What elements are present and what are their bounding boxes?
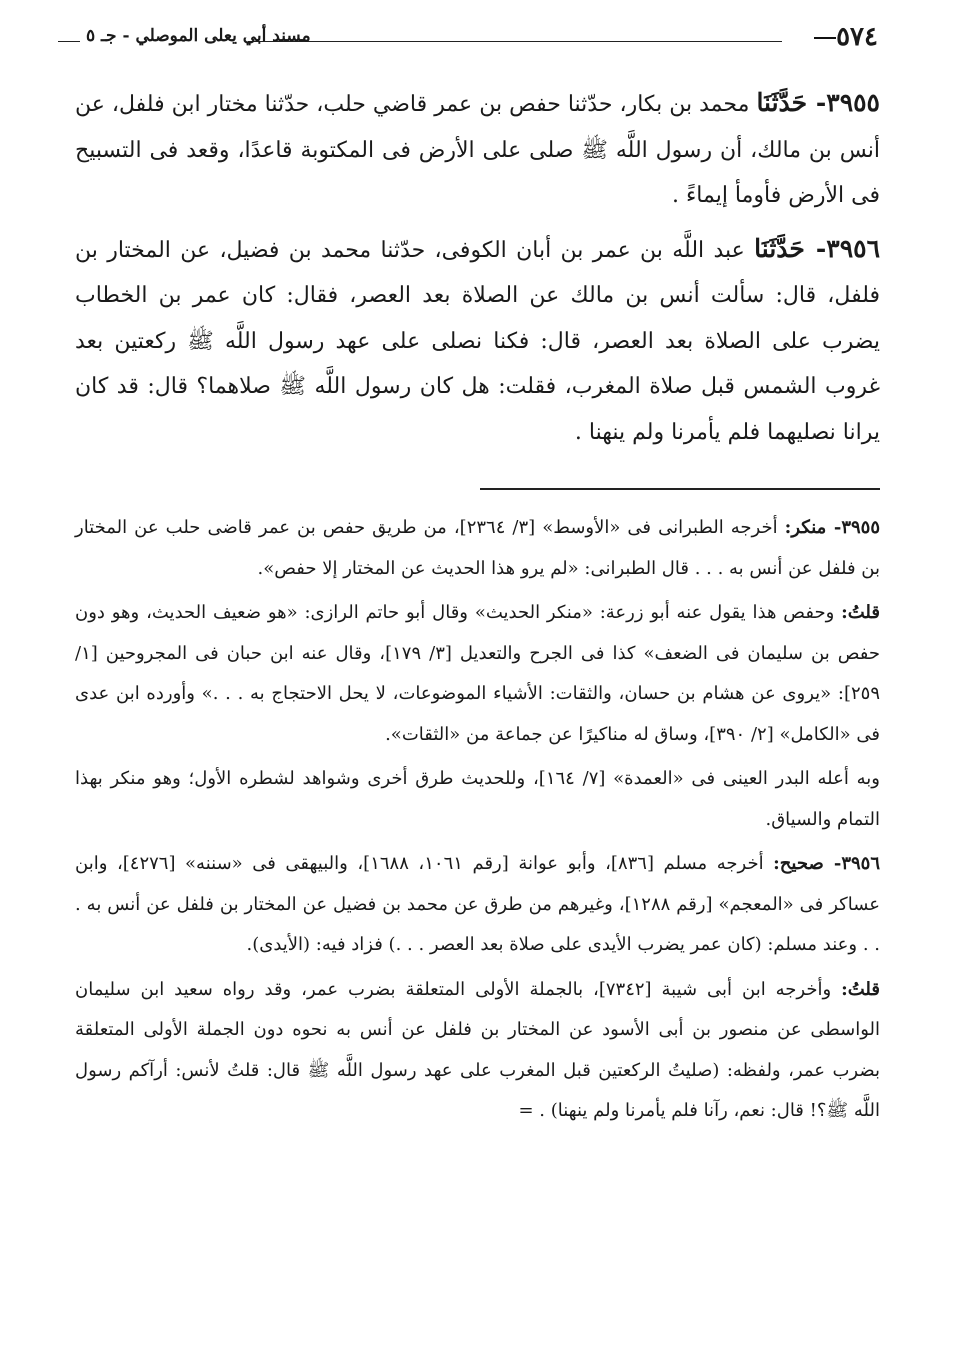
header-dash	[58, 41, 80, 42]
running-title: مسند أبي يعلى الموصلي - جـ ٥	[86, 26, 311, 46]
page-header	[58, 22, 878, 62]
hadith-number: ٣٩٥٦	[826, 233, 880, 263]
hadith-3956: ٣٩٥٦- حَدَّثَنَا عبد اللَّه بن عمر بن أبان الكوفى، حدّثنا محمد بن فضيل، عن المختار بن فلفل، قال: سألت أنس بن مالك عن الصلاة بعد العصر، فقال: كان عمر بن الخطاب يضرب على الصلاة بعد العصر، قال: فكنا نصلى على عهد رسول اللَّه ﷺ ركعتين بعد غروب الشمس قبل صلاة المغرب، فقلت: هل كان رسول اللَّه ﷺ صلاهما؟ قال: قد كان يرانا نصليهما فلم يأمرنا ولم ينهنا .	[75, 233, 880, 445]
hadith-text: محمد بن بكار، حدّثنا حفص بن عمر قاضي حلب، حدّثنا مختار ابن فلفل، عن أنس بن مالك، أن رسول اللَّه ﷺ صلى على الأرض فى المكتوبة قاعدًا، وقعد فى التسبيح فى الأرض فأومأ إيماءً .	[75, 92, 880, 208]
footnote-text: أخرجه مسلم [٨٣٦]، وأبو عوانة [رقم ١٠٦١، ١٦٨٨]، والبيهقى فى «سننه» [٤٢٧٦]، وابن عساكر فى «المعجم» [رقم ١٢٨٨]، وغيرهم من طرق عن محمد بن فضيل عن المختار بن فلفل عن أنس به . . . وعند مسلم: (كان عمر يضرب الأيدى على صلاة بعد العصر . . .) فزاد فيه: (الأيدى).	[75, 853, 880, 955]
footnote-text: أخرجه الطبرانى فى «الأوسط» [٣/ ٢٣٦٤]، من طريق حفص بن عمر قاضى حلب عن المختار بن فلفل عن أنس به . . . قال الطبرانى: «لم يرو هذا الحديث عن المختار إلا حفص».	[75, 517, 880, 579]
footnote-text: وحفص هذا يقول عنه أبو زرعة: «منكر الحديث» وقال أبو حاتم الرازى: «هو ضعيف الحديث، وهو دون حفص بن سليمان فى الضعف» كذا فى الجرح والتعديل [٣/ ١٧٩]، وقال عنه ابن حبان فى المجروحين [١/ ٢٥٩]: «يروى عن هشام بن حسان، والثقات: الأشياء الموضوعات، لا يحل الاحتجاج به . . .» وأورده ابن عدى فى «الكامل» [٢/ ٣٩٠]، وساق له مناكيرًا عن جماعة من «الثقات».	[75, 602, 880, 745]
hadith-number: ٣٩٥٥	[826, 88, 880, 117]
footnote-lead: ٣٩٥٥- منكر:	[784, 517, 880, 538]
footnote-comment	[75, 593, 880, 755]
footnote-text: وبه أعله البدر العينى فى «العمدة» [٧/ ١٦٤]، وللحديث طرق أخرى وشواهد لشطره الأول؛ وهو منكر بهذا التمام والسياق.	[75, 768, 880, 830]
footnote-lead: ٣٩٥٦- صحيح:	[773, 853, 880, 874]
hadith-text: عبد اللَّه بن عمر بن أبان الكوفى، حدّثنا محمد بن فضيل، عن المختار بن فلفل، قال: سألت أنس بن مالك عن الصلاة بعد العصر، فقال: كان عمر بن الخطاب يضرب على الصلاة بعد العصر، قال: فكنا نصلى على عهد رسول اللَّه ﷺ ركعتين بعد غروب الشمس قبل صلاة المغرب، فقلت: هل كان رسول اللَّه ﷺ صلاهما؟ قال: قد كان يرانا نصليهما فلم يأمرنا ولم ينهنا .	[75, 237, 880, 445]
footnote-text: وأخرجه ابن أبى شيبة [٧٣٤٢]، بالجملة الأولى المتعلقة بضرب عمر، وقد رواه سعيد ابن سليمان الواسطى عن منصور بن أبى الأسود عن المختار بن فلفل عن أنس به نحوه دون الجملة الأولى المتعلقة بضرب عمر، ولفظه: (صليتُ الركعتين قبل المغرب على عهد رسول اللَّه ﷺ قال: قلتُ لأنس: أرآكم رسول اللَّه ﷺ؟! قال: نعم، رآنا فلم يأمرنا ولم ينهنا) . =	[75, 978, 880, 1121]
main-text	[75, 80, 880, 462]
footnote-separator	[480, 488, 880, 490]
footnote-3955	[75, 508, 880, 589]
footnote-3956	[75, 844, 880, 966]
footnote-continuation	[75, 759, 880, 840]
footnotes	[75, 508, 880, 1136]
hadith-3955: ٣٩٥٥- حَدَّثَنَا محمد بن بكار، حدّثنا حفص بن عمر قاضي حلب، حدّثنا مختار ابن فلفل، عن أنس بن مالك، أن رسول اللَّه ﷺ صلى على الأرض فى المكتوبة قاعدًا، وقعد فى التسبيح فى الأرض فأومأ إيماءً .	[75, 88, 880, 208]
hadith-keyword: حَدَّثَنَا	[756, 88, 808, 117]
header-rule	[248, 41, 782, 42]
footnote-comment	[75, 970, 880, 1132]
footnote-lead: قلتُ:	[841, 978, 880, 1000]
footnote-lead: قلتُ:	[841, 602, 880, 623]
page-number: ٥٧٤	[806, 22, 878, 52]
hadith-keyword: حَدَّثَنَا	[754, 233, 805, 263]
